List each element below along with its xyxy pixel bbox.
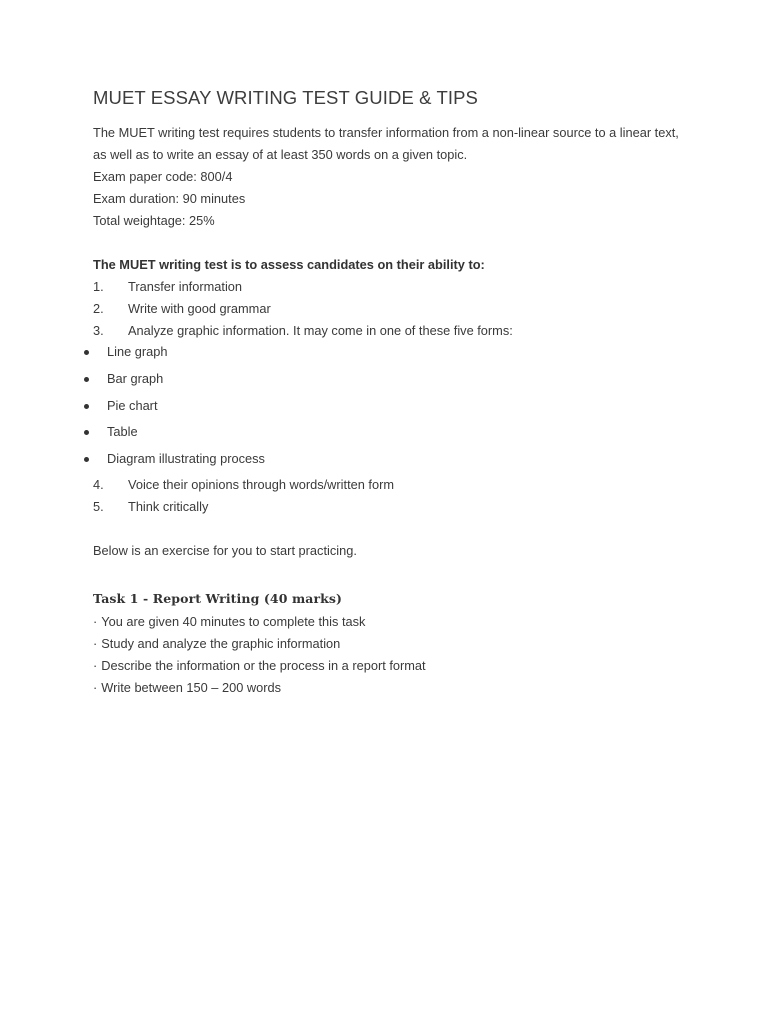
bullet-dot-icon: · <box>93 614 98 629</box>
task-point <box>93 680 281 696</box>
bullet-icon <box>84 377 89 382</box>
list-number: 3. <box>93 323 104 338</box>
page-title: MUET ESSAY WRITING TEST GUIDE & TIPS <box>93 87 478 108</box>
list-text: Analyze graphic information. It may come in one of these five forms: <box>128 323 513 338</box>
total-weightage: Total weightage: 25% <box>93 213 215 228</box>
bullet-dot-icon: · <box>93 680 98 695</box>
list-number: 2. <box>93 301 104 316</box>
task-point <box>93 658 426 674</box>
bullet-dot-icon: · <box>93 636 98 651</box>
task-heading: Task 1 - Report Writing (40 marks) <box>93 591 343 606</box>
bullet-icon <box>84 457 89 462</box>
list-text: Think critically <box>128 499 209 514</box>
list-number: 5. <box>93 499 104 514</box>
exercise-intro: Below is an exercise for you to start practicing. <box>93 543 357 558</box>
bullet-icon <box>84 404 89 409</box>
bullet-icon <box>84 350 89 355</box>
bullet-text: Pie chart <box>107 398 158 413</box>
list-text: Write with good grammar <box>128 301 271 316</box>
list-text: Transfer information <box>128 279 243 294</box>
task-point-text: You are given 40 minutes to complete this task <box>101 614 366 629</box>
list-text: Voice their opinions through words/written form <box>128 477 395 492</box>
bullet-icon <box>84 430 89 435</box>
assess-heading: The MUET writing test is to assess candidates on their ability to: <box>93 257 485 272</box>
list-number: 1. <box>93 279 104 294</box>
task-point <box>93 614 365 630</box>
task-point-text: Study and analyze the graphic information <box>101 636 341 651</box>
task-point-text: Describe the information or the process in a report format <box>101 658 426 673</box>
bullet-text: Diagram illustrating process <box>107 451 265 466</box>
bullet-text: Table <box>107 424 138 439</box>
list-number: 4. <box>93 477 104 492</box>
task-point-text: Write between 150 – 200 words <box>101 680 282 695</box>
bullet-text: Bar graph <box>107 371 164 386</box>
exam-paper-code: Exam paper code: 800/4 <box>93 169 233 184</box>
exam-duration: Exam duration: 90 minutes <box>93 191 246 206</box>
bullet-text: Line graph <box>107 344 168 359</box>
bullet-dot-icon: · <box>93 658 98 673</box>
task-point <box>93 636 340 652</box>
intro-line-2: as well as to write an essay of at least 350 words on a given topic. <box>93 147 468 162</box>
intro-line-1: The MUET writing test requires students to transfer information from a non-linear source to a linear text, <box>93 125 679 140</box>
